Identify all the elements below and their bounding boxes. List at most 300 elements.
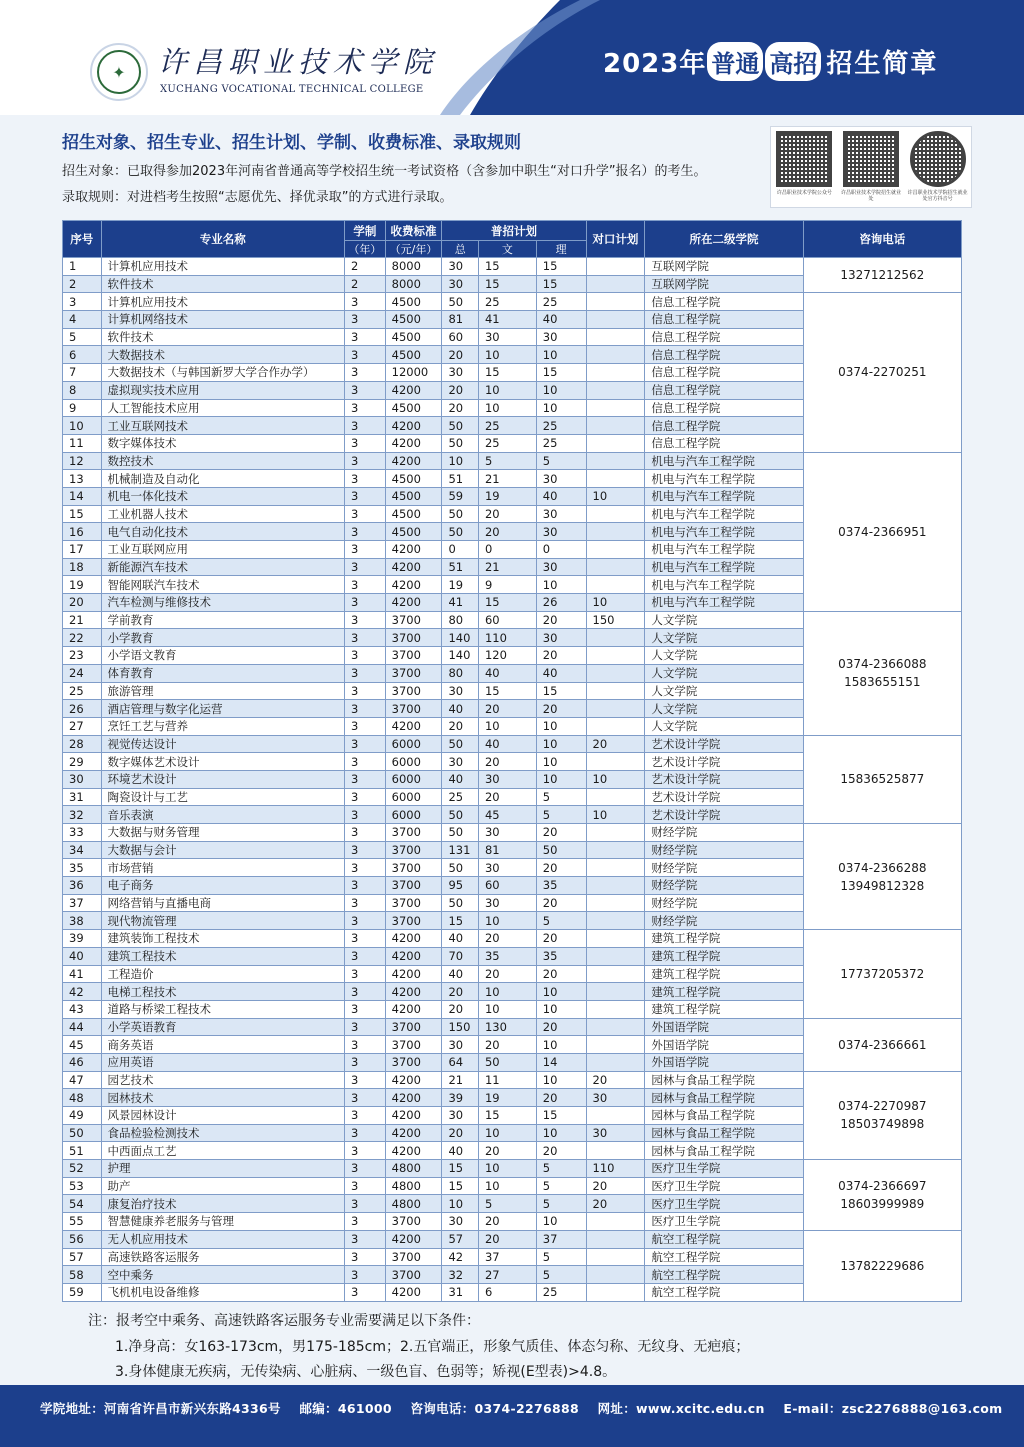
cell-no: 24: [63, 664, 102, 682]
cell-fee: 4200: [385, 1107, 442, 1125]
cell-no: 1: [63, 258, 102, 276]
cell-school: 艺术设计学院: [645, 735, 803, 753]
col-header-years: 学制: [345, 221, 386, 241]
table-row: [63, 1071, 962, 1089]
cell-no: 8: [63, 381, 102, 399]
cell-total: 40: [442, 770, 479, 788]
cell-school: 财经学院: [645, 859, 803, 877]
cell-arts: 10: [478, 399, 536, 417]
cell-fee: 4200: [385, 983, 442, 1001]
cell-major: 建筑工程技术: [101, 947, 345, 965]
cell-science: 10: [536, 1071, 586, 1089]
cell-total: 30: [442, 1213, 479, 1231]
cell-science: 20: [536, 1142, 586, 1160]
cell-science: 10: [536, 1213, 586, 1231]
cell-science: 5: [536, 452, 586, 470]
cell-arts: 20: [478, 1213, 536, 1231]
cell-phone: [803, 1230, 961, 1301]
cell-total: 31: [442, 1283, 479, 1301]
cell-science: 37: [536, 1230, 586, 1248]
cell-no: 17: [63, 541, 102, 559]
col-header-fee-unit: （元/年）: [385, 241, 442, 258]
cell-fee: 4200: [385, 1142, 442, 1160]
cell-arts: 20: [478, 930, 536, 948]
cell-arts: 20: [478, 753, 536, 771]
cell-arts: 25: [478, 417, 536, 435]
cell-years: 3: [345, 399, 386, 417]
cell-years: 3: [345, 806, 386, 824]
cell-fee: 8000: [385, 275, 442, 293]
cell-total: 150: [442, 1018, 479, 1036]
cell-fee: 4800: [385, 1177, 442, 1195]
cell-years: 3: [345, 1018, 386, 1036]
cell-years: 3: [345, 700, 386, 718]
cell-arts: 10: [478, 1160, 536, 1178]
phone-number: 17737205372: [840, 966, 925, 981]
cell-major: 现代物流管理: [101, 912, 345, 930]
table-row: [63, 1230, 962, 1248]
cell-major: 音乐表演: [101, 806, 345, 824]
cell-fee: 4200: [385, 1000, 442, 1018]
cell-total: 39: [442, 1089, 479, 1107]
phone-number: 1583655151: [844, 675, 921, 690]
phone-number: 18603999989: [840, 1196, 925, 1211]
phone-number: 0374-2270987: [838, 1099, 927, 1114]
cell-years: 3: [345, 735, 386, 753]
cell-school: 机电与汽车工程学院: [645, 558, 803, 576]
cell-arts: 35: [478, 947, 536, 965]
cell-years: 3: [345, 894, 386, 912]
cell-major: 环境艺术设计: [101, 770, 345, 788]
cell-total: 50: [442, 505, 479, 523]
footer-tel: 咨询电话：0374-2276888: [410, 1401, 579, 1416]
cell-no: 37: [63, 894, 102, 912]
cell-fee: 3700: [385, 824, 442, 842]
cell-no: 6: [63, 346, 102, 364]
cell-school: 机电与汽车工程学院: [645, 523, 803, 541]
cell-total: 50: [442, 293, 479, 311]
cell-no: 56: [63, 1230, 102, 1248]
cell-years: 3: [345, 417, 386, 435]
cell-vocational: [586, 381, 645, 399]
cell-major: 新能源汽车技术: [101, 558, 345, 576]
cell-arts: 5: [478, 1195, 536, 1213]
cell-no: 47: [63, 1071, 102, 1089]
cell-science: 20: [536, 1018, 586, 1036]
col-header-vocational: 对口计划: [586, 221, 645, 258]
cell-fee: 3700: [385, 1053, 442, 1071]
cell-arts: 15: [478, 682, 536, 700]
cell-arts: 20: [478, 505, 536, 523]
table-row: [63, 735, 962, 753]
cell-fee: 4200: [385, 434, 442, 452]
col-header-phone: 咨询电话: [803, 221, 961, 258]
footer-email-link[interactable]: E-mail：zsc2276888@163.com: [783, 1401, 1003, 1416]
cell-fee: 4200: [385, 965, 442, 983]
cell-no: 48: [63, 1089, 102, 1107]
cell-fee: 4200: [385, 594, 442, 612]
cell-years: 3: [345, 841, 386, 859]
cell-years: 3: [345, 523, 386, 541]
cell-vocational: [586, 912, 645, 930]
cell-arts: 20: [478, 1142, 536, 1160]
cell-no: 43: [63, 1000, 102, 1018]
cell-arts: 25: [478, 434, 536, 452]
cell-years: 3: [345, 788, 386, 806]
cell-major: 大数据与会计: [101, 841, 345, 859]
cell-total: 140: [442, 629, 479, 647]
cell-science: 5: [536, 912, 586, 930]
cell-total: 40: [442, 700, 479, 718]
col-header-plan: 普招计划: [442, 221, 586, 241]
header-banner: [0, 0, 1024, 115]
cell-science: 25: [536, 1283, 586, 1301]
cell-vocational: [586, 452, 645, 470]
col-header-major: 专业名称: [101, 221, 345, 258]
cell-arts: 120: [478, 647, 536, 665]
cell-vocational: 30: [586, 1124, 645, 1142]
cell-fee: 4500: [385, 346, 442, 364]
cell-school: 信息工程学院: [645, 417, 803, 435]
cell-total: 131: [442, 841, 479, 859]
enrollment-plan-table: [62, 220, 962, 1302]
cell-fee: 4200: [385, 947, 442, 965]
cell-fee: 3700: [385, 647, 442, 665]
table-row: [63, 258, 962, 276]
cell-science: 40: [536, 311, 586, 329]
cell-major: 网络营销与直播电商: [101, 894, 345, 912]
cell-vocational: [586, 541, 645, 559]
cell-no: 34: [63, 841, 102, 859]
cell-no: 29: [63, 753, 102, 771]
cell-school: 信息工程学院: [645, 346, 803, 364]
phone-number: 13949812328: [840, 878, 925, 893]
cell-no: 41: [63, 965, 102, 983]
cell-years: 3: [345, 541, 386, 559]
cell-years: 3: [345, 611, 386, 629]
cell-fee: 12000: [385, 364, 442, 382]
phone-number: 0374-2270251: [838, 365, 927, 380]
cell-science: 10: [536, 717, 586, 735]
cell-total: 80: [442, 611, 479, 629]
cell-total: 70: [442, 947, 479, 965]
cell-total: 59: [442, 487, 479, 505]
cell-fee: 3700: [385, 912, 442, 930]
qr-caption: 许昌职业技术学院公众号: [776, 190, 832, 196]
cell-vocational: 20: [586, 1195, 645, 1213]
cell-science: 40: [536, 664, 586, 682]
footer-website-link[interactable]: 网址：www.xcitc.edu.cn: [597, 1401, 765, 1416]
cell-school: 建筑工程学院: [645, 1000, 803, 1018]
cell-major: 无人机应用技术: [101, 1230, 345, 1248]
cell-major: 园艺技术: [101, 1071, 345, 1089]
college-name-cn: 许昌职业技术学院: [158, 45, 439, 79]
cell-science: 25: [536, 417, 586, 435]
cell-years: 3: [345, 1195, 386, 1213]
cell-arts: 5: [478, 452, 536, 470]
col-header-no: 序号: [63, 221, 102, 258]
cell-phone: [803, 293, 961, 452]
qr-code-icon: [776, 131, 832, 187]
cell-years: 3: [345, 381, 386, 399]
cell-vocational: [586, 664, 645, 682]
cell-arts: 60: [478, 611, 536, 629]
cell-years: 3: [345, 1283, 386, 1301]
cell-school: 艺术设计学院: [645, 753, 803, 771]
cell-total: 50: [442, 859, 479, 877]
cell-vocational: [586, 682, 645, 700]
cell-school: 财经学院: [645, 824, 803, 842]
cell-total: 140: [442, 647, 479, 665]
cell-fee: 3700: [385, 841, 442, 859]
cell-school: 信息工程学院: [645, 399, 803, 417]
cell-no: 46: [63, 1053, 102, 1071]
cell-science: 15: [536, 682, 586, 700]
cell-no: 14: [63, 487, 102, 505]
cell-major: 风景园林设计: [101, 1107, 345, 1125]
cell-arts: 20: [478, 523, 536, 541]
cell-arts: 20: [478, 700, 536, 718]
cell-years: 3: [345, 912, 386, 930]
cell-major: 计算机应用技术: [101, 258, 345, 276]
cell-total: 0: [442, 541, 479, 559]
cell-science: 30: [536, 629, 586, 647]
cell-no: 19: [63, 576, 102, 594]
phone-number: 13782229686: [840, 1258, 925, 1273]
cell-major: 高速铁路客运服务: [101, 1248, 345, 1266]
cell-years: 3: [345, 1230, 386, 1248]
douyin-qr-code-icon: [910, 131, 966, 187]
cell-no: 4: [63, 311, 102, 329]
cell-arts: 27: [478, 1266, 536, 1284]
cell-years: 3: [345, 770, 386, 788]
cell-school: 艺术设计学院: [645, 806, 803, 824]
cell-school: 园林与食品工程学院: [645, 1142, 803, 1160]
cell-vocational: [586, 1248, 645, 1266]
cell-science: 35: [536, 947, 586, 965]
cell-vocational: [586, 470, 645, 488]
cell-vocational: [586, 965, 645, 983]
cell-school: 医疗卫生学院: [645, 1160, 803, 1178]
cell-years: 3: [345, 1266, 386, 1284]
table-row: [63, 293, 962, 311]
cell-fee: 4800: [385, 1160, 442, 1178]
cell-no: 7: [63, 364, 102, 382]
cell-no: 31: [63, 788, 102, 806]
cell-arts: 19: [478, 1089, 536, 1107]
year-label: 2023年: [603, 49, 707, 79]
cell-major: 电梯工程技术: [101, 983, 345, 1001]
cell-total: 50: [442, 523, 479, 541]
cell-phone: [803, 930, 961, 1018]
cell-fee: 6000: [385, 770, 442, 788]
cell-fee: 3700: [385, 1036, 442, 1054]
cell-major: 工业机器人技术: [101, 505, 345, 523]
cell-no: 26: [63, 700, 102, 718]
cell-school: 艺术设计学院: [645, 788, 803, 806]
table-row: [63, 1160, 962, 1178]
cell-arts: 40: [478, 735, 536, 753]
cell-total: 15: [442, 1160, 479, 1178]
cell-science: 20: [536, 647, 586, 665]
cell-no: 11: [63, 434, 102, 452]
cell-school: 建筑工程学院: [645, 930, 803, 948]
cell-years: 3: [345, 576, 386, 594]
cell-no: 13: [63, 470, 102, 488]
cell-school: 医疗卫生学院: [645, 1177, 803, 1195]
cell-fee: 4200: [385, 417, 442, 435]
cell-years: 3: [345, 1000, 386, 1018]
cell-fee: 4500: [385, 328, 442, 346]
cell-years: 3: [345, 328, 386, 346]
cell-major: 数字媒体艺术设计: [101, 753, 345, 771]
cell-school: 信息工程学院: [645, 381, 803, 399]
cell-vocational: [586, 258, 645, 276]
cell-fee: 4200: [385, 1230, 442, 1248]
cell-science: 20: [536, 824, 586, 842]
cell-school: 信息工程学院: [645, 311, 803, 329]
cell-arts: 130: [478, 1018, 536, 1036]
qr-code-panel: [770, 126, 972, 208]
cell-phone: [803, 258, 961, 293]
cell-total: 20: [442, 983, 479, 1001]
cell-science: 5: [536, 1248, 586, 1266]
cell-vocational: [586, 753, 645, 771]
cell-total: 40: [442, 1142, 479, 1160]
cell-total: 80: [442, 664, 479, 682]
cell-major: 汽车检测与维修技术: [101, 594, 345, 612]
cell-no: 23: [63, 647, 102, 665]
cell-school: 财经学院: [645, 894, 803, 912]
cell-science: 30: [536, 470, 586, 488]
cell-fee: 4200: [385, 381, 442, 399]
cell-arts: 10: [478, 983, 536, 1001]
cell-no: 27: [63, 717, 102, 735]
cell-fee: 4200: [385, 930, 442, 948]
cell-vocational: [586, 647, 645, 665]
cell-major: 数控技术: [101, 452, 345, 470]
cell-school: 园林与食品工程学院: [645, 1071, 803, 1089]
cell-major: 视觉传达设计: [101, 735, 345, 753]
title-pill-1: 普通: [707, 42, 763, 81]
cell-fee: 4200: [385, 576, 442, 594]
cell-school: 外国语学院: [645, 1053, 803, 1071]
cell-vocational: 20: [586, 1071, 645, 1089]
cell-science: 15: [536, 258, 586, 276]
notes-line-1: 1.净身高：女163-173cm，男175-185cm；2.五官端正，形象气质佳、体态匀称、无纹身、无疤痕；: [115, 1339, 750, 1355]
cell-total: 60: [442, 328, 479, 346]
cell-years: 3: [345, 930, 386, 948]
cell-vocational: [586, 505, 645, 523]
qr-item: [908, 131, 968, 207]
cell-major: 大数据技术（与韩国新罗大学合作办学）: [101, 364, 345, 382]
cell-total: 20: [442, 1124, 479, 1142]
cell-total: 50: [442, 824, 479, 842]
cell-vocational: [586, 293, 645, 311]
cell-science: 15: [536, 364, 586, 382]
cell-phone: [803, 824, 961, 930]
cell-total: 50: [442, 894, 479, 912]
cell-total: 30: [442, 258, 479, 276]
cell-major: 机电一体化技术: [101, 487, 345, 505]
cell-science: 26: [536, 594, 586, 612]
cell-school: 人文学院: [645, 611, 803, 629]
cell-science: 5: [536, 806, 586, 824]
cell-no: 18: [63, 558, 102, 576]
cell-science: 10: [536, 735, 586, 753]
cell-total: 30: [442, 682, 479, 700]
cell-years: 3: [345, 1089, 386, 1107]
cell-science: 5: [536, 788, 586, 806]
cell-total: 81: [442, 311, 479, 329]
cell-fee: 8000: [385, 258, 442, 276]
cell-years: 3: [345, 346, 386, 364]
cell-no: 33: [63, 824, 102, 842]
cell-total: 42: [442, 1248, 479, 1266]
intro-rule: 录取规则：对进档考生按照“志愿优先、择优录取”的方式进行录取。: [62, 190, 453, 205]
qr-caption: 许昌职业技术学院招生就业处官方抖音号: [907, 190, 968, 202]
cell-science: 30: [536, 328, 586, 346]
cell-years: 3: [345, 859, 386, 877]
cell-years: 3: [345, 1124, 386, 1142]
cell-total: 30: [442, 275, 479, 293]
college-logo: [90, 43, 148, 101]
cell-school: 园林与食品工程学院: [645, 1124, 803, 1142]
cell-arts: 0: [478, 541, 536, 559]
cell-arts: 20: [478, 1036, 536, 1054]
cell-major: 酒店管理与数字化运营: [101, 700, 345, 718]
cell-school: 机电与汽车工程学院: [645, 594, 803, 612]
cell-science: 20: [536, 894, 586, 912]
cell-major: 小学教育: [101, 629, 345, 647]
phone-number: 0374-2366288: [838, 860, 927, 875]
notes-line-2: 3.身体健康无疾病，无传染病、心脏病、一级色盲、色弱等；矫视(E型表)>4.8。: [115, 1364, 617, 1380]
cell-fee: 4500: [385, 293, 442, 311]
cell-school: 机电与汽车工程学院: [645, 470, 803, 488]
cell-total: 50: [442, 417, 479, 435]
cell-school: 人文学院: [645, 682, 803, 700]
cell-major: 计算机网络技术: [101, 311, 345, 329]
section-heading: 招生对象、招生专业、招生计划、学制、收费标准、录取规则: [62, 133, 521, 153]
cell-school: 人文学院: [645, 664, 803, 682]
cell-fee: 4500: [385, 399, 442, 417]
cell-science: 20: [536, 930, 586, 948]
cell-vocational: [586, 1213, 645, 1231]
cell-school: 信息工程学院: [645, 293, 803, 311]
cell-school: 医疗卫生学院: [645, 1213, 803, 1231]
cell-no: 45: [63, 1036, 102, 1054]
cell-no: 2: [63, 275, 102, 293]
cell-arts: 20: [478, 1230, 536, 1248]
cell-school: 艺术设计学院: [645, 770, 803, 788]
cell-total: 64: [442, 1053, 479, 1071]
cell-fee: 4200: [385, 541, 442, 559]
cell-major: 烹饪工艺与营养: [101, 717, 345, 735]
cell-school: 建筑工程学院: [645, 983, 803, 1001]
cell-school: 人文学院: [645, 717, 803, 735]
cell-phone: [803, 1160, 961, 1231]
cell-vocational: [586, 947, 645, 965]
cell-no: 52: [63, 1160, 102, 1178]
cell-school: 信息工程学院: [645, 364, 803, 382]
phone-number: 0374-2366951: [838, 524, 927, 539]
cell-major: 虚拟现实技术应用: [101, 381, 345, 399]
cell-science: 10: [536, 381, 586, 399]
cell-no: 10: [63, 417, 102, 435]
cell-science: 20: [536, 1089, 586, 1107]
cell-school: 外国语学院: [645, 1036, 803, 1054]
cell-fee: 3700: [385, 859, 442, 877]
